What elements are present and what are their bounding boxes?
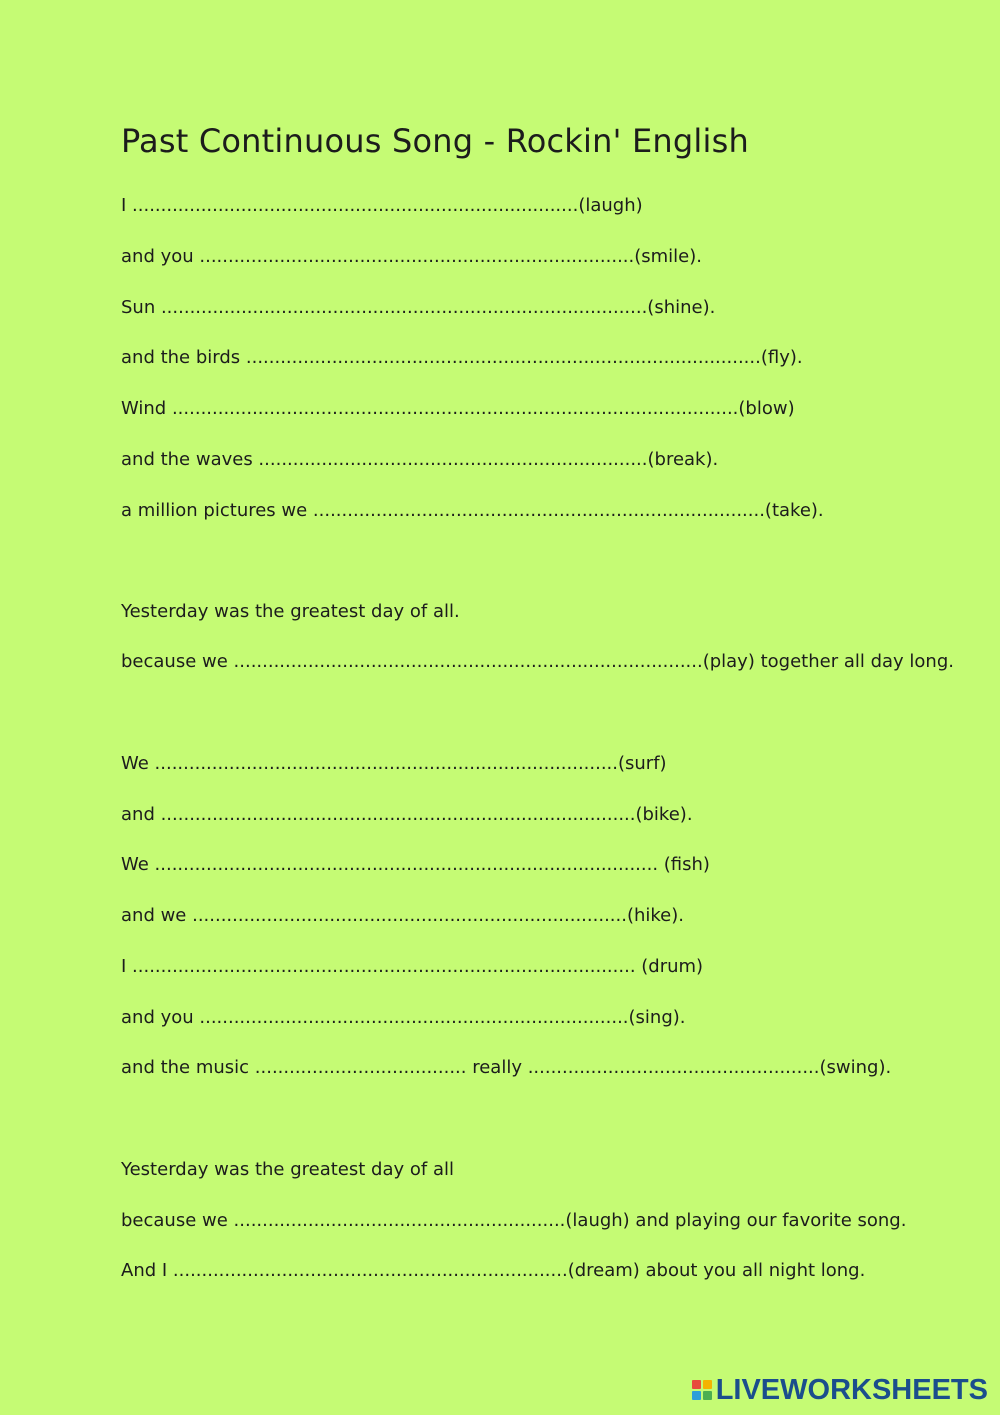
lyric-line-shine: Sun .....................................................................................(shine). — [121, 297, 716, 318]
liveworksheets-logo-icon — [692, 1380, 712, 1400]
logo-square-blue — [692, 1391, 701, 1400]
lyric-line-hike: and we ............................................................................(hike). — [121, 905, 684, 926]
lyric-line-fly: and the birds ..........................................................................................(fly). — [121, 347, 803, 368]
lyric-line-fish: We ........................................................................................ (fish) — [121, 854, 710, 875]
lyric-line-blow: Wind ...................................................................................................(blow) — [121, 398, 795, 419]
logo-square-yellow — [703, 1380, 712, 1389]
lyric-line-break: and the waves ....................................................................(break). — [121, 449, 719, 470]
lyric-line-smile: and you ............................................................................(smile). — [121, 246, 702, 267]
lyric-line-bike: and ...................................................................................(bike). — [121, 804, 693, 825]
chorus-line-1: Yesterday was the greatest day of all. — [121, 601, 460, 622]
lyric-line-sing: and you ...........................................................................(sing). — [121, 1007, 686, 1028]
logo-square-green — [703, 1391, 712, 1400]
lyric-line-drum: I ........................................................................................ (drum) — [121, 956, 704, 977]
lyric-line-surf: We .................................................................................(surf) — [121, 753, 667, 774]
lyric-line-play: because we ..................................................................................(play) together all day long. — [121, 651, 954, 672]
lyric-line-swing: and the music ..................................... really ...................................................(swing). — [121, 1057, 892, 1078]
logo-square-red — [692, 1380, 701, 1389]
worksheet-title: Past Continuous Song - Rockin' English — [121, 122, 749, 160]
liveworksheets-wordmark: LIVEWORKSHEETS — [715, 1374, 988, 1406]
liveworksheets-logo — [692, 1374, 988, 1406]
lyric-line-take: a million pictures we ...............................................................................(take). — [121, 500, 824, 521]
chorus-line-2: Yesterday was the greatest day of all — [121, 1159, 454, 1180]
lyric-line-dream: And I .....................................................................(dream) about you all night long. — [121, 1260, 866, 1281]
lyric-line-laugh: I ..............................................................................(laugh) — [121, 195, 643, 216]
lyric-line-laugh-2: because we ..........................................................(laugh) and playing our favorite song. — [121, 1210, 907, 1231]
